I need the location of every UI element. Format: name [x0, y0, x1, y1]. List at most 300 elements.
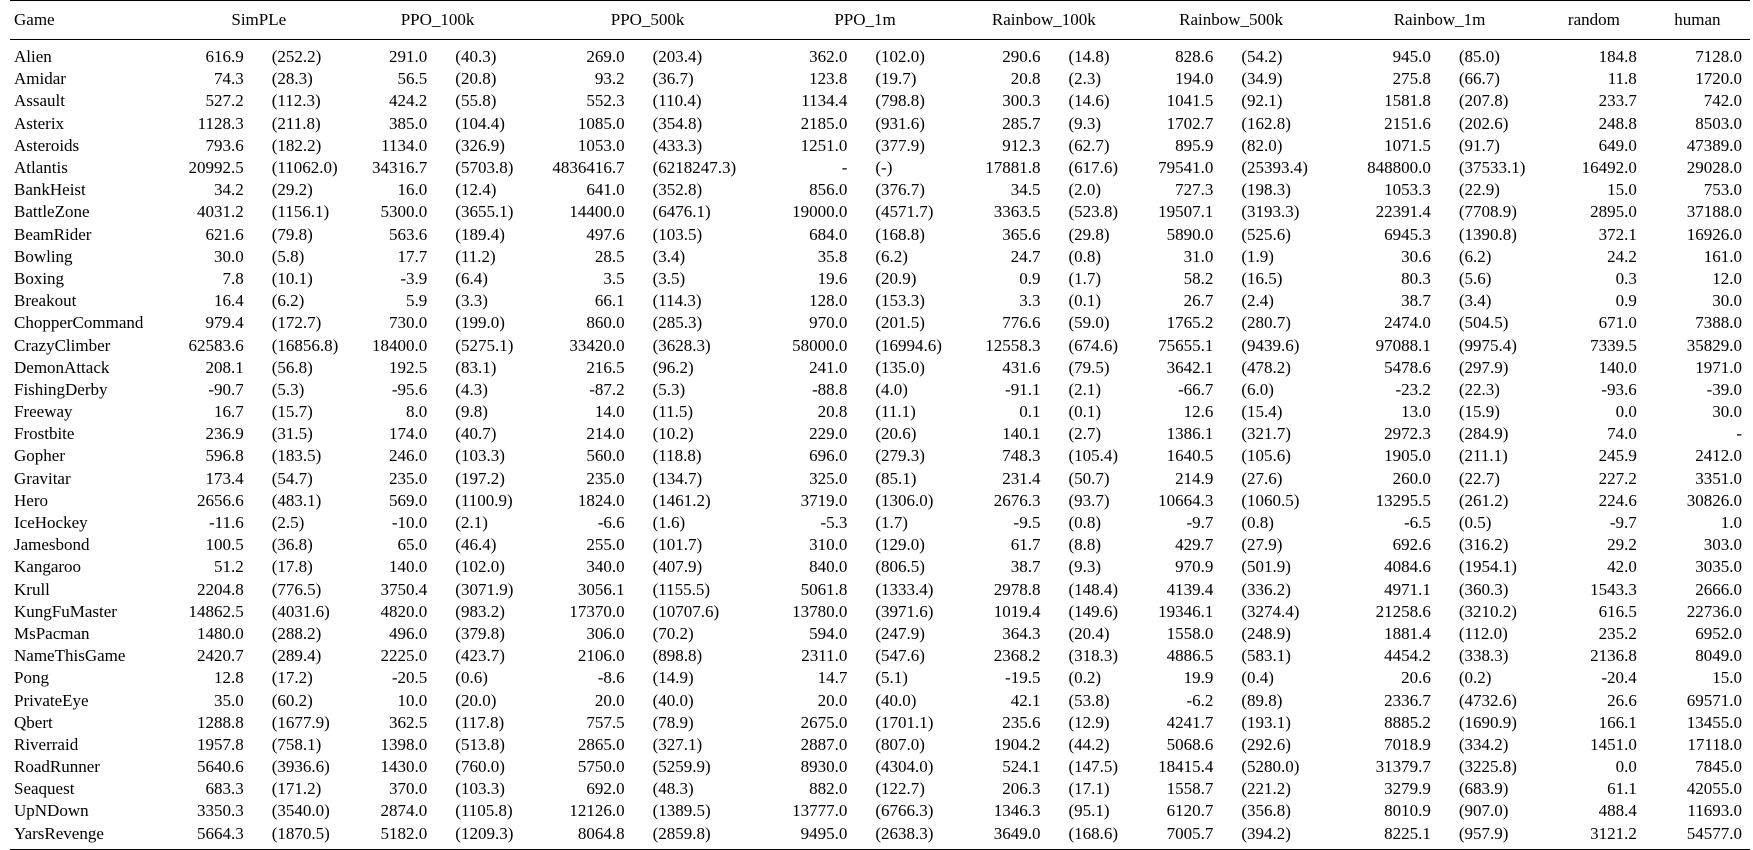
std-dev-cell: (162.8) [1241, 113, 1291, 133]
game-name-cell: RoadRunner [14, 757, 100, 777]
score-cell: 61.7 [1010, 535, 1041, 555]
std-dev-cell: (79.8) [271, 224, 313, 244]
std-dev-cell: (321.7) [1241, 424, 1291, 444]
score-cell: 26.7 [1183, 291, 1214, 311]
game-name-cell: FishingDerby [14, 379, 108, 399]
std-dev-cell: (54.7) [271, 468, 313, 488]
score-cell: 161.0 [1703, 246, 1742, 266]
std-dev-cell: (22.3) [1458, 379, 1500, 399]
std-dev-cell: (104.4) [455, 113, 505, 133]
score-cell: 621.6 [205, 224, 244, 244]
score-cell: 214.9 [1175, 468, 1214, 488]
std-dev-cell: (114.3) [652, 291, 702, 311]
score-cell: 16.0 [397, 180, 428, 200]
score-cell: 4886.5 [1166, 646, 1214, 666]
score-cell: 21258.6 [1375, 601, 1431, 621]
game-name-cell: ChopperCommand [14, 313, 144, 333]
std-dev-cell: (8.8) [1068, 535, 1102, 555]
std-dev-cell: (6.2) [1458, 246, 1492, 266]
std-dev-cell: (103.3) [455, 446, 505, 466]
score-cell: 291.0 [389, 47, 428, 67]
score-cell: 5182.0 [380, 823, 428, 843]
score-cell: 3.5 [603, 268, 625, 288]
table-row [10, 800, 1750, 822]
score-cell: 594.0 [809, 623, 848, 643]
header-human: human [1674, 10, 1721, 29]
std-dev-cell: (776.5) [271, 579, 322, 599]
score-cell: 1702.7 [1166, 113, 1214, 133]
score-cell: 2675.0 [800, 712, 848, 732]
std-dev-cell: (285.3) [652, 313, 703, 333]
score-cell: 364.3 [1002, 623, 1041, 643]
score-cell: 275.8 [1392, 69, 1431, 89]
score-cell: 0.3 [1615, 268, 1637, 288]
std-dev-cell: (82.0) [1241, 135, 1283, 155]
std-dev-cell: (199.0) [455, 313, 505, 333]
std-dev-cell: (17.2) [271, 668, 313, 688]
score-cell: 970.9 [1175, 557, 1214, 577]
game-name-cell: BattleZone [14, 202, 90, 222]
std-dev-cell: (5.1) [875, 668, 908, 688]
score-cell: 895.9 [1175, 135, 1214, 155]
score-cell: 24.7 [1010, 246, 1041, 266]
std-dev-cell: (547.6) [875, 646, 925, 666]
std-dev-cell: (352.8) [652, 180, 703, 200]
score-cell: 19.9 [1183, 668, 1214, 688]
score-cell: 24.2 [1607, 246, 1637, 266]
std-dev-cell: (6766.3) [875, 801, 934, 821]
std-dev-cell: (379.8) [455, 623, 505, 643]
score-cell: 2972.3 [1384, 424, 1431, 444]
score-cell: 255.0 [586, 535, 625, 555]
table-row [10, 401, 1750, 423]
score-cell: 123.8 [809, 69, 848, 89]
std-dev-cell: (122.7) [875, 779, 925, 799]
score-cell: 236.9 [205, 424, 244, 444]
score-cell: 35829.0 [1686, 335, 1742, 355]
score-cell: 616.5 [1598, 601, 1637, 621]
score-cell: 7388.0 [1695, 313, 1742, 333]
score-cell: 42.0 [1607, 557, 1637, 577]
std-dev-cell: (17.1) [1068, 779, 1110, 799]
table-row [10, 246, 1750, 268]
score-cell: 4454.2 [1384, 646, 1431, 666]
score-cell: 184.8 [1598, 47, 1637, 67]
game-name-cell: Alien [14, 47, 52, 67]
score-cell: 19000.0 [792, 202, 848, 222]
game-name-cell: Pong [14, 668, 49, 688]
std-dev-cell: (316.2) [1458, 535, 1509, 555]
std-dev-cell: (48.3) [652, 779, 694, 799]
std-dev-cell: (898.8) [652, 646, 703, 666]
std-dev-cell: (0.6) [455, 668, 488, 688]
score-cell: 3750.4 [380, 579, 428, 599]
std-dev-cell: (4732.6) [1458, 690, 1517, 710]
game-name-cell: Atlantis [14, 158, 68, 178]
std-dev-cell: (523.8) [1068, 202, 1119, 222]
std-dev-cell: (7708.9) [1458, 202, 1517, 222]
score-cell: 1053.3 [1384, 180, 1431, 200]
std-dev-cell: (334.2) [1458, 734, 1509, 754]
score-cell: 616.9 [205, 47, 244, 67]
std-dev-cell: (931.6) [875, 113, 925, 133]
std-dev-cell: (1.6) [652, 513, 686, 533]
score-cell: 31.0 [1183, 246, 1214, 266]
score-cell: 208.1 [205, 357, 244, 377]
std-dev-cell: (2.4) [1241, 291, 1274, 311]
score-cell: 340.0 [586, 557, 625, 577]
score-cell: 524.1 [1002, 757, 1041, 777]
score-cell: 93.2 [594, 69, 625, 89]
results-table [10, 0, 1750, 850]
std-dev-cell: (202.6) [1458, 113, 1509, 133]
std-dev-cell: (1306.0) [875, 490, 934, 510]
std-dev-cell: (56.8) [271, 357, 313, 377]
std-dev-cell: (44.2) [1068, 734, 1110, 754]
score-cell: 527.2 [205, 91, 244, 111]
std-dev-cell: (85.0) [1458, 47, 1500, 67]
std-dev-cell: (354.8) [652, 113, 703, 133]
std-dev-cell: (3.3) [455, 291, 488, 311]
std-dev-cell: (4571.7) [875, 202, 934, 222]
score-cell: -9.5 [1013, 513, 1041, 533]
table-row [10, 734, 1750, 756]
std-dev-cell: (3.4) [1458, 291, 1492, 311]
score-cell: 227.2 [1598, 468, 1637, 488]
score-cell: 1041.5 [1166, 91, 1214, 111]
score-cell: 362.5 [389, 712, 428, 732]
std-dev-cell: (112.0) [1458, 623, 1508, 643]
score-cell: -66.7 [1177, 379, 1214, 399]
score-cell: 563.6 [389, 224, 428, 244]
score-cell: 2895.0 [1590, 202, 1637, 222]
score-cell: 2185.0 [800, 113, 848, 133]
score-cell: 229.0 [809, 424, 848, 444]
std-dev-cell: (62.7) [1068, 135, 1110, 155]
std-dev-cell: (20.9) [875, 268, 917, 288]
score-cell: 260.0 [1392, 468, 1431, 488]
std-dev-cell: (11.2) [455, 246, 496, 266]
std-dev-cell: (5275.1) [455, 335, 514, 355]
std-dev-cell: (-) [875, 158, 893, 178]
game-name-cell: IceHockey [14, 513, 88, 533]
std-dev-cell: (189.4) [455, 224, 505, 244]
score-cell: 30.6 [1401, 246, 1431, 266]
std-dev-cell: (798.8) [875, 91, 925, 111]
score-cell: 16.4 [214, 291, 244, 311]
score-cell: 20992.5 [188, 158, 244, 178]
std-dev-cell: (0.8) [1241, 513, 1274, 533]
score-cell: -8.6 [597, 668, 625, 688]
std-dev-cell: (9.3) [1068, 113, 1102, 133]
std-dev-cell: (129.0) [875, 535, 925, 555]
score-cell: 22391.4 [1375, 202, 1431, 222]
score-cell: 5300.0 [380, 202, 428, 222]
std-dev-cell: (5.8) [271, 246, 305, 266]
score-cell: -23.2 [1395, 379, 1431, 399]
score-cell: 1581.8 [1384, 91, 1431, 111]
std-dev-cell: (12.4) [455, 180, 497, 200]
table-row [10, 68, 1750, 90]
score-cell: -9.7 [1609, 513, 1637, 533]
score-cell: 8930.0 [800, 757, 848, 777]
score-cell: 140.1 [1002, 424, 1041, 444]
std-dev-cell: (1390.8) [1458, 224, 1517, 244]
header-game: Game [14, 10, 55, 29]
table-row [10, 290, 1750, 312]
std-dev-cell: (149.6) [1068, 601, 1119, 621]
score-cell: 4139.4 [1166, 579, 1214, 599]
std-dev-cell: (27.6) [1241, 468, 1283, 488]
score-cell: 42055.0 [1686, 779, 1742, 799]
std-dev-cell: (0.2) [1458, 668, 1492, 688]
score-cell: 38.7 [1010, 557, 1041, 577]
score-cell: 17881.8 [985, 158, 1041, 178]
score-cell: 33420.0 [569, 335, 625, 355]
std-dev-cell: (14.6) [1068, 91, 1110, 111]
std-dev-cell: (957.9) [1458, 823, 1509, 843]
score-cell: 828.6 [1175, 47, 1214, 67]
std-dev-cell: (3628.3) [652, 335, 711, 355]
score-cell: 246.0 [389, 446, 428, 466]
std-dev-cell: (513.8) [455, 734, 505, 754]
std-dev-cell: (9.8) [455, 402, 488, 422]
score-cell: 300.3 [1002, 91, 1041, 111]
table-row [10, 601, 1750, 623]
score-cell: -6.6 [597, 513, 625, 533]
score-cell: 1398.0 [380, 734, 428, 754]
std-dev-cell: (1209.3) [455, 823, 514, 843]
std-dev-cell: (360.3) [1458, 579, 1509, 599]
std-dev-cell: (1105.8) [455, 801, 513, 821]
std-dev-cell: (674.6) [1068, 335, 1119, 355]
score-cell: 2368.2 [993, 646, 1041, 666]
score-cell: 1053.0 [577, 135, 625, 155]
score-cell: 5640.6 [197, 757, 244, 777]
score-cell: 241.0 [809, 357, 848, 377]
std-dev-cell: (197.2) [455, 468, 505, 488]
header-rainbow-1m: Rainbow_1m [1393, 10, 1486, 29]
score-cell: 31379.7 [1375, 757, 1431, 777]
score-cell: 370.0 [389, 779, 428, 799]
table-row [10, 90, 1750, 112]
std-dev-cell: (2.5) [271, 513, 305, 533]
score-cell: 362.0 [809, 47, 848, 67]
header-simple: SimPLe [231, 10, 287, 29]
score-cell: 727.3 [1175, 180, 1214, 200]
std-dev-cell: (297.9) [1458, 357, 1509, 377]
std-dev-cell: (1060.5) [1241, 490, 1300, 510]
std-dev-cell: (207.8) [1458, 91, 1509, 111]
std-dev-cell: (102.0) [455, 557, 505, 577]
score-cell: 14862.5 [188, 601, 244, 621]
std-dev-cell: (1701.1) [875, 712, 934, 732]
score-cell: 30826.0 [1686, 490, 1742, 510]
score-cell: 7.8 [222, 268, 244, 288]
std-dev-cell: (198.3) [1241, 180, 1291, 200]
score-cell: 12558.3 [985, 335, 1041, 355]
std-dev-cell: (168.6) [1068, 823, 1119, 843]
table-row [10, 179, 1750, 201]
score-cell: -19.5 [1005, 668, 1041, 688]
std-dev-cell: (1870.5) [271, 823, 330, 843]
score-cell: 1971.0 [1695, 357, 1742, 377]
table-row [10, 201, 1750, 223]
score-cell: 671.0 [1598, 313, 1637, 333]
game-name-cell: Seaquest [14, 779, 75, 799]
std-dev-cell: (483.1) [271, 490, 322, 510]
std-dev-cell: (29.2) [271, 180, 313, 200]
score-cell: 97088.1 [1375, 335, 1431, 355]
score-cell: 2311.0 [801, 646, 848, 666]
score-cell: 979.4 [205, 313, 244, 333]
score-cell: -87.2 [589, 379, 625, 399]
score-cell: 6945.3 [1384, 224, 1431, 244]
std-dev-cell: (807.0) [875, 734, 925, 754]
score-cell: 840.0 [809, 557, 848, 577]
std-dev-cell: (211.8) [271, 113, 321, 133]
game-name-cell: MsPacman [14, 623, 90, 643]
score-cell: 8010.9 [1384, 801, 1431, 821]
std-dev-cell: (4304.0) [875, 757, 934, 777]
std-dev-cell: (6476.1) [652, 202, 711, 222]
score-cell: 2874.0 [380, 801, 428, 821]
std-dev-cell: (3193.3) [1241, 202, 1300, 222]
score-cell: 3351.0 [1695, 468, 1742, 488]
score-cell: -91.1 [1005, 379, 1041, 399]
game-name-cell: BeamRider [14, 224, 92, 244]
std-dev-cell: (85.1) [875, 468, 917, 488]
std-dev-cell: (89.8) [1241, 690, 1283, 710]
std-dev-cell: (394.2) [1241, 823, 1291, 843]
std-dev-cell: (103.3) [455, 779, 505, 799]
score-cell: 18415.4 [1158, 757, 1214, 777]
score-cell: 2336.7 [1384, 690, 1431, 710]
std-dev-cell: (2.1) [455, 513, 488, 533]
score-cell: 856.0 [809, 180, 848, 200]
score-cell: - [841, 158, 848, 178]
score-cell: 7845.0 [1695, 757, 1742, 777]
score-cell: 3035.0 [1695, 557, 1742, 577]
score-cell: 235.0 [586, 468, 625, 488]
score-cell: 1904.2 [993, 734, 1041, 754]
std-dev-cell: (118.8) [652, 446, 702, 466]
std-dev-cell: (9439.6) [1241, 335, 1300, 355]
score-cell: -20.4 [1601, 668, 1637, 688]
std-dev-cell: (59.0) [1068, 313, 1110, 333]
score-cell: 2666.0 [1695, 579, 1742, 599]
score-cell: 10.0 [397, 690, 428, 710]
game-name-cell: Kangaroo [14, 557, 82, 577]
score-cell: 2151.6 [1384, 113, 1431, 133]
score-cell: 692.0 [586, 779, 625, 799]
score-cell: 140.0 [1598, 357, 1637, 377]
score-cell: 13455.0 [1686, 712, 1742, 732]
score-cell: 13780.0 [792, 601, 848, 621]
std-dev-cell: (203.4) [652, 47, 703, 67]
std-dev-cell: (0.1) [1068, 402, 1102, 422]
score-cell: 1905.0 [1384, 446, 1431, 466]
score-cell: 303.0 [1703, 535, 1742, 555]
std-dev-cell: (14.9) [652, 668, 694, 688]
std-dev-cell: (148.4) [1068, 579, 1119, 599]
std-dev-cell: (1.7) [875, 513, 908, 533]
std-dev-cell: (377.9) [875, 135, 925, 155]
table-row [10, 445, 1750, 467]
std-dev-cell: (66.7) [1458, 69, 1500, 89]
std-dev-cell: (19.7) [875, 69, 917, 89]
game-name-cell: CrazyClimber [14, 335, 111, 355]
score-cell: 16492.0 [1581, 158, 1637, 178]
score-cell: 29.2 [1607, 535, 1637, 555]
std-dev-cell: (22.9) [1458, 180, 1500, 200]
score-cell: 748.3 [1002, 446, 1041, 466]
std-dev-cell: (172.7) [271, 313, 322, 333]
std-dev-cell: (16994.6) [875, 335, 942, 355]
table-row [10, 689, 1750, 711]
score-cell: 3350.3 [197, 801, 244, 821]
score-cell: 0.0 [1615, 402, 1637, 422]
score-cell: 1430.0 [380, 757, 428, 777]
header-ppo-500k: PPO_500k [610, 10, 685, 29]
std-dev-cell: (504.5) [1458, 313, 1509, 333]
score-cell: 1480.0 [197, 623, 244, 643]
table-row [10, 556, 1750, 578]
std-dev-cell: (3274.4) [1241, 601, 1300, 621]
score-cell: 7005.7 [1166, 823, 1214, 843]
score-cell: 4820.0 [380, 601, 428, 621]
score-cell: 8503.0 [1695, 113, 1742, 133]
score-cell: -90.7 [208, 379, 244, 399]
std-dev-cell: (376.7) [875, 180, 925, 200]
score-cell: 17370.0 [569, 601, 625, 621]
std-dev-cell: (78.9) [652, 712, 694, 732]
score-cell: 730.0 [389, 313, 428, 333]
score-cell: 214.0 [586, 424, 625, 444]
score-cell: 3642.1 [1166, 357, 1214, 377]
score-cell: 65.0 [397, 535, 428, 555]
score-cell: 684.0 [809, 224, 848, 244]
std-dev-cell: (10.1) [271, 268, 313, 288]
std-dev-cell: (261.2) [1458, 490, 1509, 510]
score-cell: 8049.0 [1695, 646, 1742, 666]
std-dev-cell: (1156.1) [271, 202, 330, 222]
std-dev-cell: (40.3) [455, 47, 497, 67]
score-cell: -6.2 [1186, 690, 1214, 710]
score-cell: -95.6 [391, 379, 428, 399]
score-cell: 945.0 [1392, 47, 1431, 67]
score-cell: 1543.3 [1590, 579, 1637, 599]
std-dev-cell: (34.9) [1241, 69, 1283, 89]
std-dev-cell: (0.1) [1068, 291, 1102, 311]
std-dev-cell: (168.8) [875, 224, 925, 244]
score-cell: 0.0 [1615, 757, 1637, 777]
std-dev-cell: (288.2) [271, 623, 322, 643]
score-cell: 12.6 [1183, 402, 1214, 422]
score-cell: 696.0 [809, 446, 848, 466]
std-dev-cell: (15.9) [1458, 402, 1500, 422]
std-dev-cell: (356.8) [1241, 801, 1291, 821]
table-row [10, 334, 1750, 356]
score-cell: 5068.6 [1166, 734, 1214, 754]
std-dev-cell: (2859.8) [652, 823, 711, 843]
table-row [10, 268, 1750, 290]
score-cell: 4031.2 [197, 202, 244, 222]
score-cell: 7339.5 [1590, 335, 1637, 355]
std-dev-cell: (4.0) [875, 379, 908, 399]
score-cell: 5.9 [406, 291, 428, 311]
game-name-cell: UpNDown [14, 801, 89, 821]
